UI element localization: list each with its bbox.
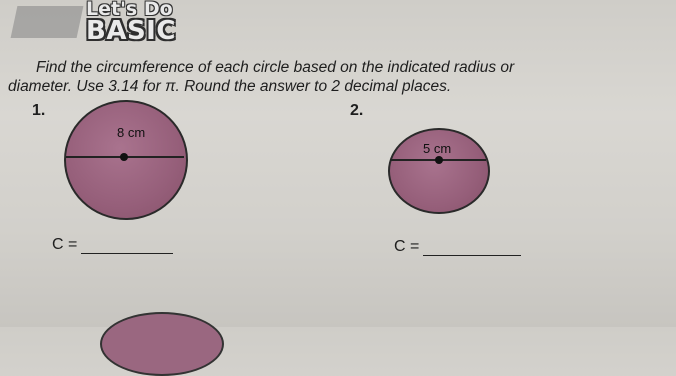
problem-2-answer-blank[interactable] bbox=[423, 255, 521, 256]
problem-2-measure-label: 5 cm bbox=[423, 141, 452, 156]
instructions-line-2: diameter. Use 3.14 for π. Round the answer to 2 decimal places. bbox=[8, 78, 452, 95]
header-decoration bbox=[11, 6, 84, 38]
instructions-line-1: Find the circumference of each circle based on the indicated radius or bbox=[36, 59, 515, 76]
problem-1-measure-label: 8 cm bbox=[117, 125, 146, 140]
problem-1-center-dot bbox=[120, 153, 128, 161]
next-problem-circle-partial bbox=[100, 312, 224, 376]
problem-1-answer bbox=[52, 236, 173, 254]
problem-2-center-dot bbox=[435, 156, 443, 164]
problem-2-answer bbox=[394, 238, 521, 256]
problem-1-number: 1. bbox=[32, 102, 46, 119]
header-title-small: Let's Do bbox=[86, 0, 173, 20]
problem-1-answer-blank[interactable] bbox=[81, 253, 173, 254]
worksheet-header bbox=[14, 0, 184, 48]
problem-2-answer-label: C = bbox=[394, 238, 420, 255]
header-title-large: BASIC bbox=[86, 16, 176, 46]
instructions bbox=[8, 58, 668, 96]
problem-2-number: 2. bbox=[350, 102, 364, 119]
problem-1-answer-label: C = bbox=[52, 236, 78, 253]
